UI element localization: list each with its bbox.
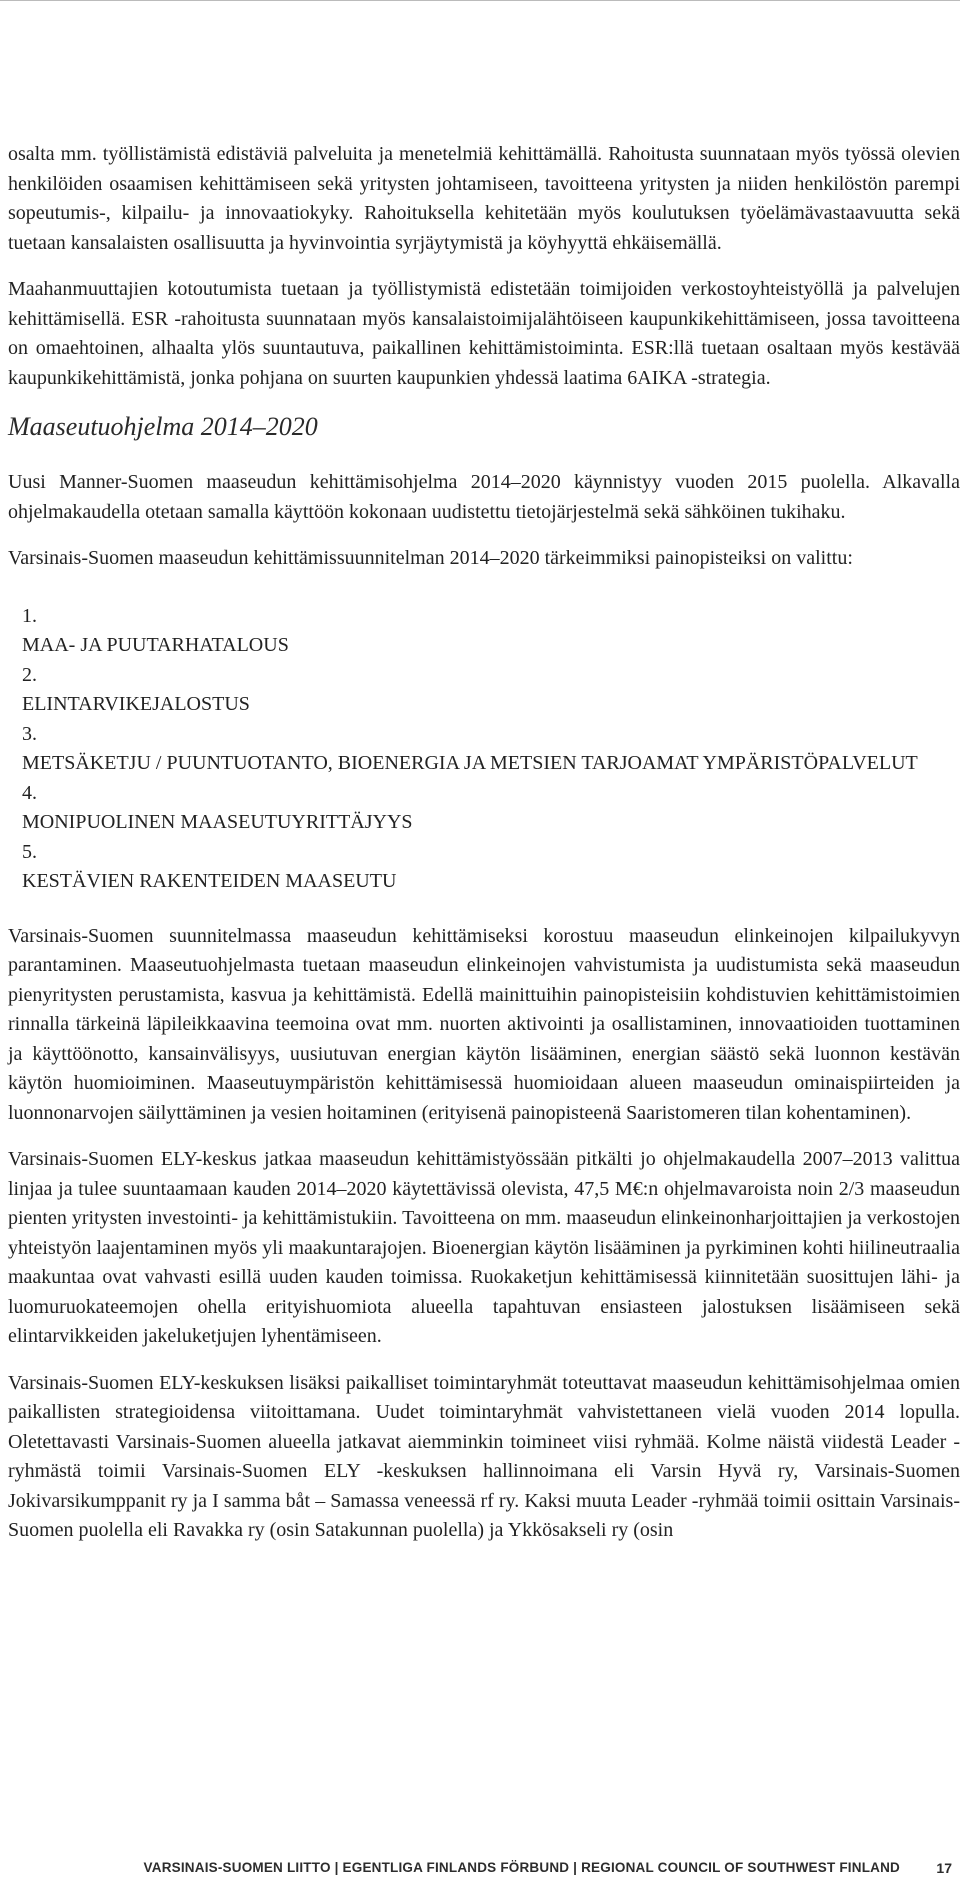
- section-heading: Maaseutuohjelma 2014–2020: [8, 412, 318, 441]
- list-item-text: MONIPUOLINEN MAASEUTUYRITTÄJYYS: [22, 811, 413, 833]
- list-item-number: 1.: [22, 604, 37, 627]
- list-item: [22, 838, 960, 897]
- list-item: [22, 602, 960, 661]
- priority-list: [22, 602, 960, 897]
- paragraph-priorities-intro: Varsinais-Suomen maaseudun kehittämissuunnitelman 2014–2020 tärkeimmiksi painopisteiksi on valittu:: [8, 547, 853, 569]
- paragraph-competitiveness: Varsinais-Suomen suunnitelmassa maaseudun kehittämiseksi korostuu maaseudun elinkeinojen kilpailukyvyn parantaminen. Maaseutuohjelmasta tuetaan maaseudun elinkeinojen vahvistumista ja uudistumista sekä maaseudun pienyritysten perustamista, kasvua ja kehittämistä. Edellä mainittuihin painopisteisiin kohdistuvien kehittämistoimien rinnalla tärkeinä läpileikkaavina teemoina ovat mm. nuorten aktivointi ja osallistaminen, innovaatioiden tuottaminen ja käyttöönotto, kansainvälisyys, uusiutuvan energian käytön lisääminen, energian säästö sekä luonnon kestävän käytön huomioiminen. Maaseutuympäristön kehittämisessä huomioidaan alueen maaseudun ominaispiirteiden ja luonnonarvojen säilyttäminen ja vesien hoitaminen (erityisenä painopisteenä Saaristomeren tilan kohentaminen).: [8, 924, 960, 1124]
- list-item-text: ELINTARVIKEJALOSTUS: [22, 693, 250, 715]
- paragraph-esr-intro: osalta mm. työllistämistä edistäviä palveluita ja menetelmiä kehittämällä. Rahoitusta suunnataan myös työssä olevien henkilöiden osaamisen kehittämiseen sekä yritysten johtamiseen, tavoitteena yritysten ja niiden henkilöstön parempi sopeutumis-, kilpailu- ja innovaatiokyky. Rahoituksella kehitetään myös koulutuksen työelämävastaavuutta sekä tuetaan kansalaisten osallisuutta ja hyvinvointia syrjäytymistä ja köyhyyttä ehkäisemällä.: [8, 143, 960, 254]
- page-number: 17: [936, 1860, 952, 1876]
- paragraph-leader-groups: Varsinais-Suomen ELY-keskuksen lisäksi paikalliset toimintaryhmät toteuttavat maaseudun kehittämisohjelmaa omien paikallisten strategioidensa viitoittamana. Uudet toimintaryhmät vahvistettaneen vielä vuoden 2014 lopulla. Oletettavasti Varsinais-Suomen alueella jatkavat aiemminkin toimineet viisi ryhmää. Kolme näistä viidestä Leader -ryhmästä toimii Varsinais-Suomen ELY -keskuksen hallinnoimana eli Varsin Hyvä ry, Varsinais-Suomen Jokivarsikumppanit ry ja I samma båt – Samassa veneessä rf ry. Kaksi muuta Leader -ryhmää toimii osittain Varsinais-Suomen puolella eli Ravakka ry (osin Satakunnan puolella) ja Ykkösakseli ry (osin: [8, 1371, 960, 1541]
- paragraph-program-start: Uusi Manner-Suomen maaseudun kehittämisohjelma 2014–2020 käynnistyy vuoden 2015 puolella. Alkavalla ohjelmakaudella otetaan samalla käyttöön kokonaan uudistettu tietojärjestelmä sekä sähköinen tukihaku.: [8, 471, 960, 523]
- list-item-text: METSÄKETJU / PUUNTUOTANTO, BIOENERGIA JA METSIEN TARJOAMAT YMPÄRISTÖPALVELUT: [22, 752, 918, 774]
- footer-publisher: VARSINAIS-SUOMEN LIITTO | EGENTLIGA FINLANDS FÖRBUND | REGIONAL COUNCIL OF SOUTHWEST FINLAND: [143, 1860, 900, 1875]
- list-item-number: 4.: [22, 781, 37, 804]
- list-item-number: 5.: [22, 840, 37, 863]
- top-rule: [0, 0, 960, 1]
- list-item: [22, 720, 960, 779]
- list-item-number: 3.: [22, 722, 37, 745]
- list-item-text: KESTÄVIEN RAKENTEIDEN MAASEUTU: [22, 870, 397, 892]
- page-footer: [0, 1860, 960, 1882]
- paragraph-ely-centre: Varsinais-Suomen ELY-keskus jatkaa maaseudun kehittämistyössään pitkälti jo ohjelmakaudella 2007–2013 valittua linjaa ja tulee suuntaamaan kauden 2014–2020 käytettävissä olevista, 47,5 M€:n ohjelmavaroista noin 2/3 maaseudun pienten yritysten investointi- ja kehittämistukiin. Tavoitteena on mm. maaseudun elinkeinonharjoittajien ja verkostojen yhteistyön laajentaminen myös yli maakuntarajojen. Bioenergian käytön lisääminen ja pyrkiminen kohti hiilineutraalia maakuntaa ovat vahvasti esillä uuden kauden toimissa. Ruokaketjun kehittämisessä kiinnitetään suosittujen lähi- ja luomuruokateemojen ohella erityishuomiota alueella tapahtuvan ensiasteen jalostuksen lisäämiseen sekä elintarvikkeiden jakeluketjujen lyhentämiseen.: [8, 1148, 960, 1347]
- paragraph-immigrant-integration: Maahanmuuttajien kotoutumista tuetaan ja työllistymistä edistetään toimijoiden verkostoyhteistyöllä ja palvelujen kehittämisellä. ESR -rahoitusta suunnataan myös kansalaistoimijalähtöiseen kaupunkikehittämiseen, jossa tavoitteena on omaehtoinen, alhaalta ylös suuntautuva, paikallinen kehittämistoiminta. ESR:llä tuetaan osaltaan myös kestävää kaupunkikehittämistä, jonka pohjana on suurten kaupunkien yhdessä laatima 6AIKA -strategia.: [8, 278, 960, 389]
- list-item: [22, 779, 960, 838]
- page-content: [8, 140, 960, 1563]
- list-item: [22, 661, 960, 720]
- list-item-number: 2.: [22, 663, 37, 686]
- list-item-text: MAA- JA PUUTARHATALOUS: [22, 634, 289, 656]
